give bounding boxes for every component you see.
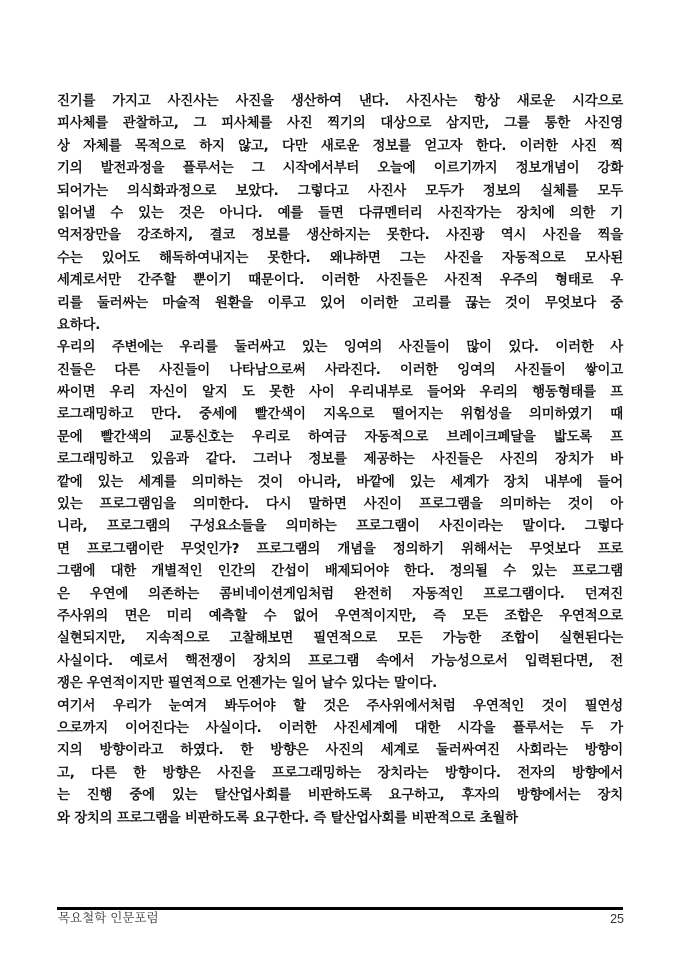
page-number: 25: [610, 912, 624, 926]
body-line: 와 장치의 프로그램을 비판하도록 요구한다. 즉 탈산업사회를 비판적으로 초월하: [57, 810, 518, 826]
body-line: 읽어낼 수 있는 것은 아니다. 예를 들면 다큐멘터리 사진작가는 장치에 의한 기: [57, 205, 623, 221]
body-line: 억저장만을 강조하지, 결코 정보를 생산하지는 못한다. 사진광 역시 사진을 찍을: [57, 228, 623, 244]
body-line: 문에 빨간색의 교통신호는 우리로 하여금 자동적으로 브레이크페달을 밟도록 프: [57, 429, 623, 445]
body-line: 진기를 가지고 사진사는 사진을 생산하여 낸다. 사진사는 항상 새로운 시각으로: [57, 94, 623, 109]
body-line: 세계로서만 간주할 뿐이기 때문이다. 이러한 사진들은 사진적 우주의 형태로 우: [57, 273, 623, 289]
body-line: 로그래밍하고 만다. 중세에 빨간색이 지옥으로 떨어지는 위험성을 의미하였기 때: [57, 407, 623, 423]
body-line: 진들은 다른 사진들이 나타남으로써 사라진다. 이러한 잉여의 사진들이 쌓이고: [57, 362, 623, 378]
body-line: 되어가는 의식화과정으로 보았다. 그렇다고 사진사 모두가 정보의 실체를 모두: [57, 183, 623, 199]
body-line: 는 진행 중에 있는 탈산업사회를 비판하도록 요구하고, 후자의 방향에서는 장치: [57, 788, 623, 804]
body-line: 싸이면 우리 자신이 알지 도 못한 사이 우리내부로 들어와 우리의 행동형태를 프: [57, 385, 623, 401]
body-line: 요하다.: [57, 317, 101, 333]
footer-title: 목요철학 인문포럼: [58, 910, 159, 925]
body-line: 기의 발전과정을 플루서는 그 시작에서부터 오늘에 이르기까지 정보개념이 강화: [57, 161, 623, 177]
body-line: 로그래밍하고 있음과 같다. 그러나 정보를 제공하는 사진들은 사진의 장치가 바: [57, 452, 623, 468]
body-line: 니라, 프로그램의 구성요소들을 의미하는 프로그램이 사진이라는 말이다. 그렇다: [57, 519, 623, 535]
body-line: 있는 프로그램임을 의미한다. 다시 말하면 사진이 프로그램을 의미하는 것이 아: [57, 497, 623, 513]
body-line: 주사위의 면은 미리 예측할 수 없어 우연적이지만, 즉 모든 조합은 우연적으로: [57, 608, 623, 624]
body-line: 그램에 대한 개별적인 인간의 간섭이 배제되어야 한다. 정의될 수 있는 프로그램: [57, 564, 623, 580]
page-body-text: [57, 91, 623, 830]
body-line: 수는 있어도 해독하여내지는 못한다. 왜냐하면 그는 사진을 자동적으로 모사된: [57, 250, 623, 266]
body-line: 쟁은 우연적이지만 필연적으로 언젠가는 일어 날수 있다는 말이다.: [57, 676, 437, 692]
body-line: 면 프로그램이란 무엇인가? 프로그램의 개념을 정의하기 위해서는 무엇보다 프로: [57, 541, 623, 557]
body-line: 고, 다른 한 방향은 사진을 프로그래밍하는 장치라는 방향이다. 전자의 방향에서: [57, 765, 623, 781]
body-line: 여기서 우리가 눈여겨 봐두어야 할 것은 주사위에서처럼 우연적인 것이 필연성: [57, 698, 623, 714]
body-line: 상 자체를 목적으로 하지 않고, 다만 새로운 정보를 얻고자 한다. 이러한 사진 찍: [57, 138, 623, 154]
body-line: 피사체를 관찰하고, 그 피사체를 사진 찍기의 대상으로 삼지만, 그를 통한 사진영: [57, 116, 623, 132]
body-line: 은 우연에 의존하는 콤비네이션게임처럼 완전히 자동적인 프로그램이다. 던져진: [57, 586, 623, 602]
body-line: 리를 둘러싸는 마술적 원환을 이루고 있어 이러한 고리를 끊는 것이 무엇보다 중: [57, 295, 623, 311]
body-line: 지의 방향이라고 하였다. 한 방향은 사진의 세계로 둘러싸여진 사회라는 방향이: [57, 743, 623, 759]
body-line: 깥에 있는 세계를 의미하는 것이 아니라, 바깥에 있는 세계가 장치 내부에 들어: [57, 474, 623, 490]
body-line: 우리의 주변에는 우리를 둘러싸고 있는 잉여의 사진들이 많이 있다. 이러한 사: [57, 340, 623, 356]
body-line: 실현되지만, 지속적으로 고찰해보면 필연적으로 모든 가능한 조합이 실현된다는: [57, 631, 623, 647]
body-line: 으로까지 이어진다는 사실이다. 이러한 사진세계에 대한 시각을 플루서는 두 가: [57, 720, 623, 736]
body-line: 사실이다. 예로서 핵전쟁이 장치의 프로그램 속에서 가능성으로서 입력된다면, 전: [57, 653, 623, 669]
